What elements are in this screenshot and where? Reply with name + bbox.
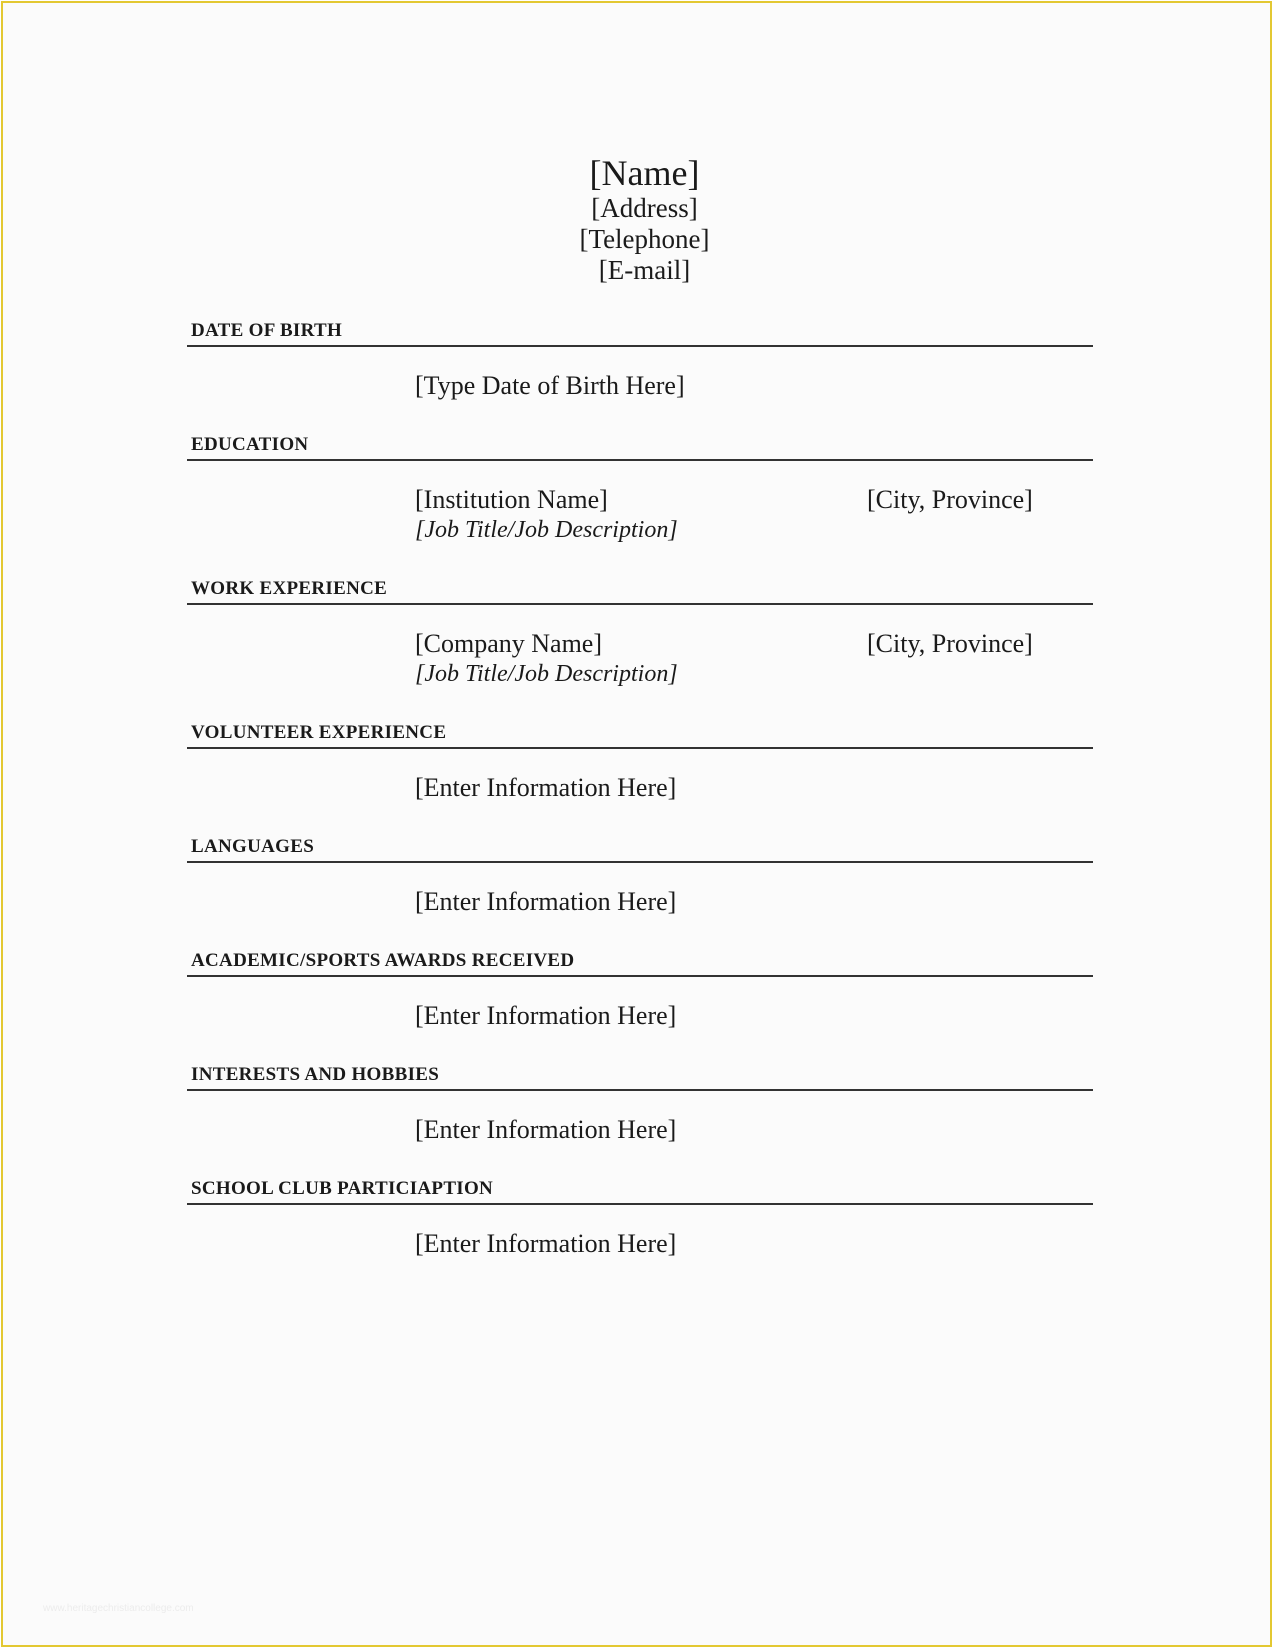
section-heading: WORK EXPERIENCE <box>191 578 388 599</box>
section-divider <box>187 861 1093 863</box>
section-divider <box>187 1089 1093 1091</box>
section-work-experience <box>187 577 1093 699</box>
section-divider <box>187 345 1093 347</box>
address-field: [Address] <box>591 193 698 223</box>
section-entry <box>187 1229 1093 1299</box>
section-entry <box>187 629 1093 699</box>
entry-text: [Enter Information Here] <box>415 1229 677 1258</box>
section-languages <box>187 835 1093 957</box>
section-divider <box>187 459 1093 461</box>
city-province: [City, Province] <box>867 485 1033 514</box>
entry-text: [Type Date of Birth Here] <box>415 371 685 400</box>
job-title-description: [Job Title/Job Description] <box>415 517 678 543</box>
section-heading: DATE OF BIRTH <box>191 320 343 341</box>
section-entry <box>187 485 1093 555</box>
name-field: [Name] <box>589 153 700 193</box>
section-divider <box>187 1203 1093 1205</box>
section-heading: INTERESTS AND HOBBIES <box>191 1064 440 1085</box>
institution-name: [Institution Name] <box>415 485 608 514</box>
section-heading: LANGUAGES <box>191 836 315 857</box>
resume-page <box>1 1 1272 1647</box>
section-entry <box>187 773 1093 843</box>
section-divider <box>187 603 1093 605</box>
contact-header <box>3 153 1274 286</box>
entry-text: [Enter Information Here] <box>415 887 677 916</box>
entry-text: [Enter Information Here] <box>415 773 677 802</box>
telephone-field: [Telephone] <box>579 224 710 254</box>
section-entry <box>187 887 1093 957</box>
job-title-description: [Job Title/Job Description] <box>415 661 678 687</box>
email-field: [E-mail] <box>598 255 691 285</box>
section-heading: EDUCATION <box>191 434 309 455</box>
section-education <box>187 433 1093 555</box>
section-school-club <box>187 1177 1093 1299</box>
entry-text: [Enter Information Here] <box>415 1001 677 1030</box>
section-entry <box>187 371 1093 441</box>
section-date-of-birth <box>187 319 1093 441</box>
company-name: [Company Name] <box>415 629 603 658</box>
city-province: [City, Province] <box>867 629 1033 658</box>
section-entry <box>187 1115 1093 1185</box>
section-heading: SCHOOL CLUB PARTICIAPTION <box>191 1178 494 1199</box>
section-divider <box>187 975 1093 977</box>
section-awards <box>187 949 1093 1071</box>
section-heading: ACADEMIC/SPORTS AWARDS RECEIVED <box>191 950 575 971</box>
section-heading: VOLUNTEER EXPERIENCE <box>191 722 447 743</box>
section-divider <box>187 747 1093 749</box>
watermark-text: www.heritagechristiancollege.com <box>43 1603 194 1614</box>
section-volunteer-experience <box>187 721 1093 843</box>
section-entry <box>187 1001 1093 1071</box>
entry-text: [Enter Information Here] <box>415 1115 677 1144</box>
section-interests-hobbies <box>187 1063 1093 1185</box>
